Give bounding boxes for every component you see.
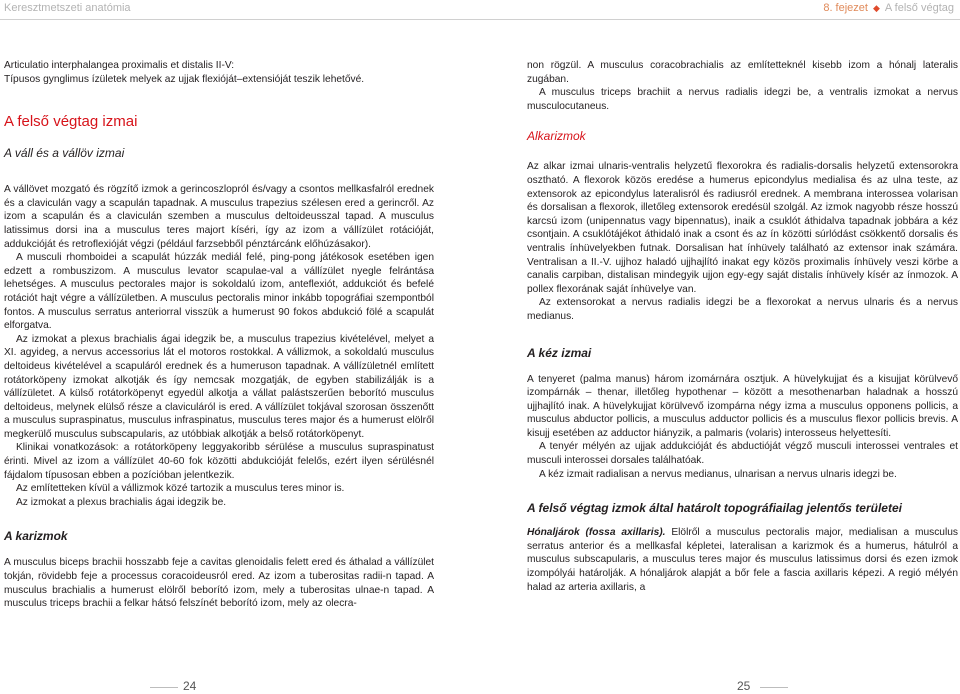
intro-line-1: Articulatio interphalangea proximalis et distalis II-V: (4, 60, 235, 71)
axilla-lead: Hónaljárok (fossa axillaris). (527, 527, 666, 539)
page-number-left: 24 (183, 679, 197, 693)
paragraph: A musculus triceps brachiit a nervus radialis idegzi be, a ventralis izmokat a nervus musculocutaneus. (527, 87, 958, 112)
footer-rule-right (760, 687, 788, 688)
header-section: A felső végtag (884, 2, 954, 14)
section-title: A felső végtag izmai (4, 113, 138, 131)
page-number-right: 25 (737, 679, 751, 693)
paragraph-axilla (527, 526, 958, 594)
paragraph: A musculi rhomboidei a scapulát húzzák mediál felé, ping-pong játékosok esetében igen edzett a rombuszizom. A musculus levator scapulae-val a vállízület nyegle felrántása lehetséges. A musculus pectorales major is sokoldalú izom, anteflexiót, addukciót és befelé rotációt hajt végre a vállízületben. A musculus pectoralis minor inkább topográfiai szempontból fontos. A musculus serratus anteriorral visszük a humerust 90 fokos abdukció fölé a scapulát elforgatva. (4, 252, 434, 332)
paragraph: Az extensorokat a nervus radialis idegzi be a flexorokat a nervus ulnaris és a nervus medianus. (527, 297, 958, 322)
subsection-forearm-title: Alkarizmok (527, 129, 586, 144)
paragraph: A kéz izmait radialisan a nervus medianus, ulnarisan a nervus ulnaris idegzi be. (539, 468, 897, 480)
header-chapter: 8. fejezet (823, 2, 868, 14)
intro-line-2: Típusos gynglimus ízületek melyek az ujjak flexióját–extensióját teszik lehetővé. (4, 73, 365, 85)
header-rule (0, 19, 960, 20)
paragraph: non rögzül. A musculus coracobrachialis az említetteknél kisebb izom a hónalj lateralis zugában. (527, 60, 958, 85)
paragraph: Az izmokat a plexus brachialis ágai idegzik be. (16, 496, 227, 508)
subsection-arm-title: A karizmok (4, 529, 68, 544)
subsection-shoulder-title: A váll és a vállöv izmai (4, 146, 125, 161)
axilla-text: Elölről a musculus pectoralis major, medialisan a musculus serratus anterior és a mellkasfal képletei, lateralisan a karizmok és a humerus, hátulról a musculus subscapularis, a musculus teres major és musculus latissimus dorsi és ezen izmok izompólyái határolják. A hónaljárok alapját a bőr fele a fascia axillaris képezi. A regió mélyén halad az arteria axillaris, a (527, 527, 958, 593)
subsection-hand-title: A kéz izmai (527, 345, 592, 360)
subsection-topography-title: A felső végtag izmok által határolt topográfiailag jelentős területei (527, 501, 902, 516)
left-column (4, 59, 434, 611)
paragraph: Az említetteken kívül a vállizmok közé tartozik a musculus teres minor is. (16, 483, 345, 495)
right-column (527, 59, 958, 594)
paragraph: A musculus biceps brachii hosszabb feje a cavitas glenoidalis felett ered és áthalad a vállízület tokján, rövidebb feje a processus coracoideusról ered. Az izom a tuberositas radii-n tapad. A musculus brachialis a humerust elölről beborító izom, mely a tuberositas ulnae-n tapad. A musculus triceps brachii a felkar hátsó felszínét beborító izom, mely az olecra- (4, 557, 434, 610)
footer-rule-left (150, 687, 178, 688)
header-book-title: Keresztmetszeti anatómia (4, 2, 131, 14)
diamond-icon: ◆ (872, 3, 880, 13)
paragraph: A vállövet mozgató és rögzítő izmok a gerincoszlopról és/vagy a csontos mellkasfalról erednek és a claviculán vagy a scapulán tapadnak. A musculus trapezius szélesen ered a gerincről. Az izom a scapulán és a claviculán szemben a musculus deltoideusszal tapad. A musculus latissimus dorsi ina a musculus teres majort kíséri, így az izom a vállízület rotációját, addukcióját és retroflexióját végzi (például farzsebből pénztárcánk előhúzásakor). (4, 184, 434, 250)
header-chapter-info (823, 0, 954, 16)
paragraph: A tenyér mélyén az ujjak addukcióját és abductióját végző musculi interossei ventrales et musculi interossei dorsales találhatóak. (527, 441, 958, 467)
paragraph: Az izmokat a plexus brachialis ágai idegzik be, a musculus trapezius kivételével, melyet a XI. agyideg, a nervus accessorius lát el motoros rostokkal. A vállizmok, a sokoldalú musculus deltoideus kivételével a scapuláról erednek és a humeruson tapadnak. A vállízületnél említett rotátorköpeny izmokat alkotják és így nemcsak mozgatják, de egyben stabilizálják is a vállízületet. A külső rotátorköpenyt egyedül alkotja a vállat palástszerűen beborító musculus deltoideus, melynek elülső része a claviculáról is ered. A vállízület tokjával szorosan összenőtt a musculus supraspinatus, musculus infraspinatus, musculus teres major és a humerust elölről megkerülő musculus subscapularis, az utóbbiak alkotják a belső rotátorköpenyt. (4, 333, 434, 440)
running-header (0, 0, 960, 24)
paragraph: Klinikai vonatkozások: a rotátorköpeny leggyakoribb sérülése a musculus supraspinatust érinti. Mivel az izom a vállízület 40-60 fok közötti abdukcióját felelős, ezért ilyen sérülésnél fájdalom típusosan ebben a pozícióban jelentkezik. (4, 442, 434, 481)
paragraph: Az alkar izmai ulnaris-ventralis helyzetű flexorokra és radialis-dorsalis helyzetű extensorokra osztható. A flexorok közös eredése a humerus epicondylus medialisa és az ulna teste, az extensorok az epicondylus lateralisról és radiusról erednek. A membrana interossea volarisan és dorsalisan a flexorok, illetőleg extensorok eredésül szolgál. Az izmok nagyobb része hosszú karcsú izom (unipennatus vagy bipennatus), inaik a csuklót áthidalva tapadnak jobbára a kéz csontjain. A csuklótájékot áthidaló inak a csont és az ín közötti súrlódást csökkentő dorsalis és ventralis ínhüvelyekben futnak. Dorsalisan hat ínhüvely található az extensor inak számára. Ventralisan a II.-V. ujjhoz haladó ujjhajlító inakat egy közös proximalis ínhüvely veszi körbe a canalis carpiban, distalisan mindegyik ujjon egy-egy saját distalis ínhüvely kísér az ínmozok. A pollex flexorának saját ínhüvelye van. (527, 161, 958, 295)
paragraph: A tenyeret (palma manus) három izomárnára osztjuk. A hüvelykujjat és a kisujjat körülvevő izompárnák – thenar, illetőleg hypothenar – között a mesothenarban haladnak a hosszú ujjhajlító inak. A hüvelykujjat körülvevő izompárna négy izma a musculus opponens pollicis, a musculus abductor pollicis, a musculus adductor pollicis és a musculus flexor pollicis brevis. A kisujj esetében az adductor hiányzik, a palmaris (volaris) interosseus helyettesíti. (527, 373, 958, 439)
